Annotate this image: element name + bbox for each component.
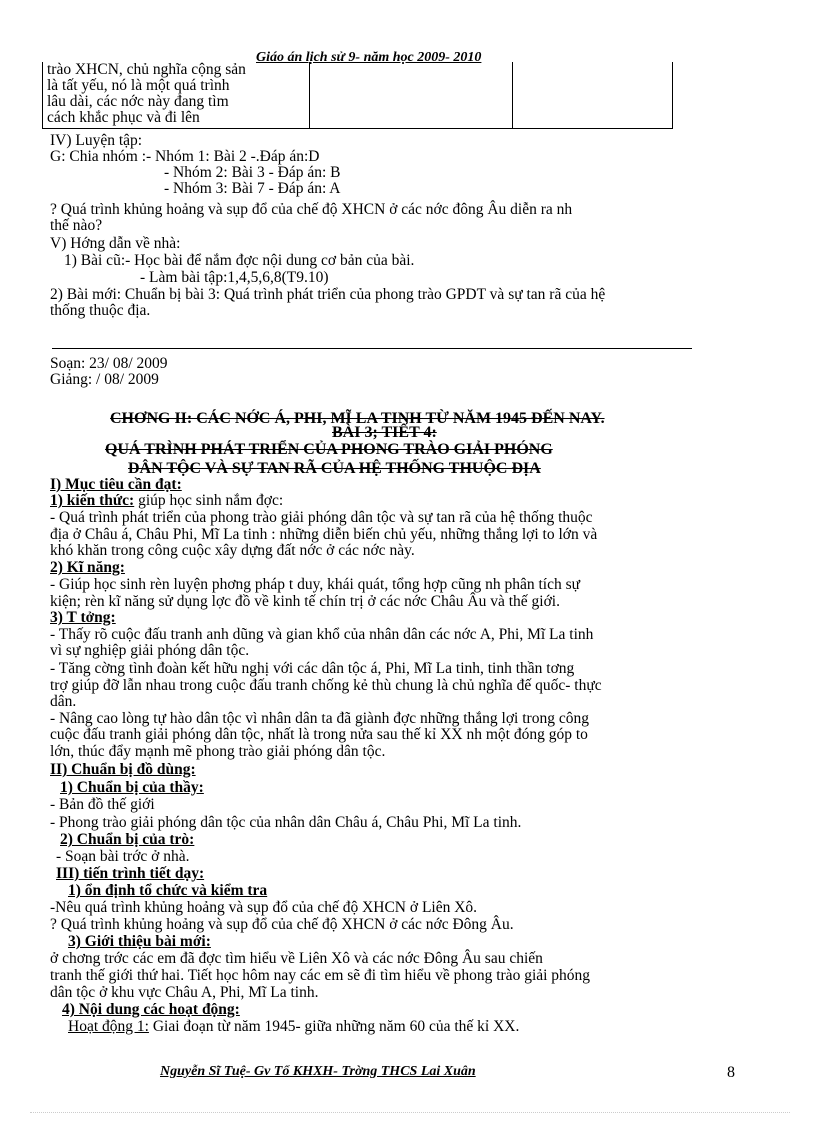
table-cell-text: [43, 62, 310, 129]
homework-line: - Làm bài tập:1,4,5,6,8(T9.10): [140, 269, 329, 286]
continuation-table: [42, 62, 673, 129]
body-line: - Bản đồ thế giới: [50, 796, 155, 813]
body-text: Giai đoạn từ năm 1945- giữa những năm 60 của thế kỉ XX.: [148, 1018, 520, 1035]
subheading: 1) ổn định tổ chức và kiểm tra: [68, 882, 268, 899]
subheading: 4) Nội dung các hoạt động:: [62, 1001, 240, 1018]
body-line: dân tộc ở khu vực Châu A, Phi, Mĩ La tinh.: [50, 984, 319, 1001]
body-line: - Giúp học sinh rèn luyện phơng pháp t duy, khái quát, tổng hợp cũng nh phân tích sự: [50, 576, 581, 593]
page-number: 8: [727, 1064, 735, 1081]
subheading: 1) kiến thức:: [50, 492, 135, 509]
body-line: - Thấy rõ cuộc đấu tranh anh dũng và gian khổ của nhân dân các nớc A, Phi, Mĩ La tinh: [50, 626, 594, 643]
footer-author: Nguyễn Sĩ Tuệ- Gv Tổ KHXH- Trờng THCS Lai Xuân: [160, 1064, 476, 1079]
subheading: 1) Chuẩn bị của thầy:: [60, 779, 204, 796]
table-line: cách khắc phục và đi lên: [47, 109, 200, 126]
homework-heading: V) Hớng dẫn về nhà:: [50, 235, 181, 252]
subheading: 2) Kĩ năng:: [50, 559, 125, 576]
table-line: trào XHCN, chủ nghĩa cộng sản: [47, 61, 246, 78]
body-line: ở chơng trớc các em đã đợc tìm hiểu về Liên Xô và các nớc Đông Âu sau chiến: [50, 950, 543, 967]
homework-line: 2) Bài mới: Chuẩn bị bài 3: Quá trình phát triển của phong trào GPDT và sự tan rã của hệ: [50, 286, 606, 303]
body-line: cuộc đấu tranh giải phóng dân tộc, nhất là trong nửa sau thế kỉ XX nh một đóng góp to: [50, 726, 588, 743]
table-cell-empty: [513, 62, 673, 129]
lesson-name: DÂN TỘC VÀ SỰ TAN RÃ CỦA HỆ THỐNG THUỘC ĐỊA: [128, 460, 541, 477]
soan-date: Soạn: 23/ 08/ 2009: [50, 355, 168, 372]
body-line: khó khăn trong công cuộc xây dựng đất nớc ở các nớc này.: [50, 542, 415, 559]
chapter-title: CHƠNG II: CÁC NỚC Á, PHI, MĨ LA TINH TỪ NĂM 1945 ĐẾN NAY.: [110, 410, 605, 427]
lesson-name: QUÁ TRÌNH PHÁT TRIỂN CỦA PHONG TRÀO GIẢI PHÓNG: [105, 441, 553, 458]
body-line: lớn, thúc đẩy mạnh mẽ phong trào giải phóng dân tộc.: [50, 743, 386, 760]
body-line: ? Quá trình khủng hoảng và sụp đổ của chế độ XHCN ở các nớc Đông Âu.: [50, 916, 514, 933]
body-line: - Quá trình phát triển của phong trào giải phóng dân tộc và sự tan rã của hệ thống thuộc: [50, 509, 593, 526]
question-line: ? Quá trình khủng hoảng và sụp đổ của chế độ XHCN ở các nớc đông Âu diễn ra nh: [50, 201, 573, 218]
question-line: thế nào?: [50, 217, 103, 234]
subheading: 2) Chuẩn bị của trò:: [60, 831, 195, 848]
running-header: Giáo án lịch sử 9- năm học 2009- 2010: [256, 50, 482, 65]
group-line: - Nhóm 2: Bài 3 - Đáp án: B: [164, 164, 341, 181]
subheading: 3) Giới thiệu bài mới:: [68, 933, 211, 950]
table-line: lâu dài, các nớc này đang tìm: [47, 93, 229, 110]
lesson-title: BÀI 3; TIẾT 4:: [332, 424, 437, 441]
homework-line: 1) Bài cũ:- Học bài để nắm đợc nội dung cơ bản của bài.: [64, 252, 415, 269]
body-line: trợ giúp đỡ lẫn nhau trong cuộc đấu tranh chống kẻ thù chung là chủ nghĩa đế quốc- thực: [50, 677, 602, 694]
activity-label: Hoạt động 1:: [68, 1018, 149, 1035]
body-line: địa ở Châu á, Châu Phi, Mĩ La tinh : những diễn biến chủ yếu, những thắng lợi to lớn và: [50, 526, 598, 543]
group-line: G: Chia nhóm :- Nhóm 1: Bài 2 -.Đáp án:D: [50, 148, 320, 165]
body-line: -Nêu quá trình khủng hoảng và sụp đổ của chế độ XHCN ở Liên Xô.: [50, 899, 478, 916]
body-line: kiện; rèn kĩ năng sử dụng lợc đồ về kinh tế chín trị ở các nớc Châu Âu và thế giới.: [50, 593, 560, 610]
divider: [52, 348, 692, 349]
body-line: - Soạn bài trớc ở nhà.: [56, 848, 190, 865]
practice-heading: IV) Luyện tập:: [50, 132, 143, 149]
section-heading: II) Chuẩn bị đồ dùng:: [50, 761, 196, 778]
body-line: - Tăng cờng tình đoàn kết hữu nghị với các dân tộc á, Phi, Mĩ La tinh, tinh thần tơng: [50, 660, 575, 677]
subheading: 3) T tởng:: [50, 609, 116, 626]
body-line: - Phong trào giải phóng dân tộc của nhân dân Châu á, Châu Phi, Mĩ La tinh.: [50, 814, 522, 831]
body-line: [50, 493, 283, 509]
giang-date: Giảng: / 08/ 2009: [50, 371, 159, 388]
group-line: - Nhóm 3: Bài 7 - Đáp án: A: [164, 180, 341, 197]
table-cell-empty: [310, 62, 513, 129]
homework-line: thống thuộc địa.: [50, 302, 151, 319]
body-line: - Nâng cao lòng tự hào dân tộc vì nhân dân ta đã giành đợc những thắng lợi trong công: [50, 710, 589, 727]
body-line: dân.: [50, 693, 77, 710]
table-line: là tất yếu, nó là một quá trình: [47, 77, 230, 94]
body-line: tranh thế giới thứ hai. Tiết học hôm nay các em sẽ đi tìm hiểu về phong trào giải phóng: [50, 967, 591, 984]
body-line: [68, 1019, 519, 1035]
section-heading: III) tiến trình tiết dạy:: [56, 865, 205, 882]
section-heading: I) Mục tiêu cần đạt:: [50, 476, 182, 493]
body-text: giúp học sinh nắm đợc:: [134, 492, 284, 509]
page-edge: [30, 1112, 790, 1113]
body-line: vì sự nghiệp giải phóng dân tộc.: [50, 642, 250, 659]
